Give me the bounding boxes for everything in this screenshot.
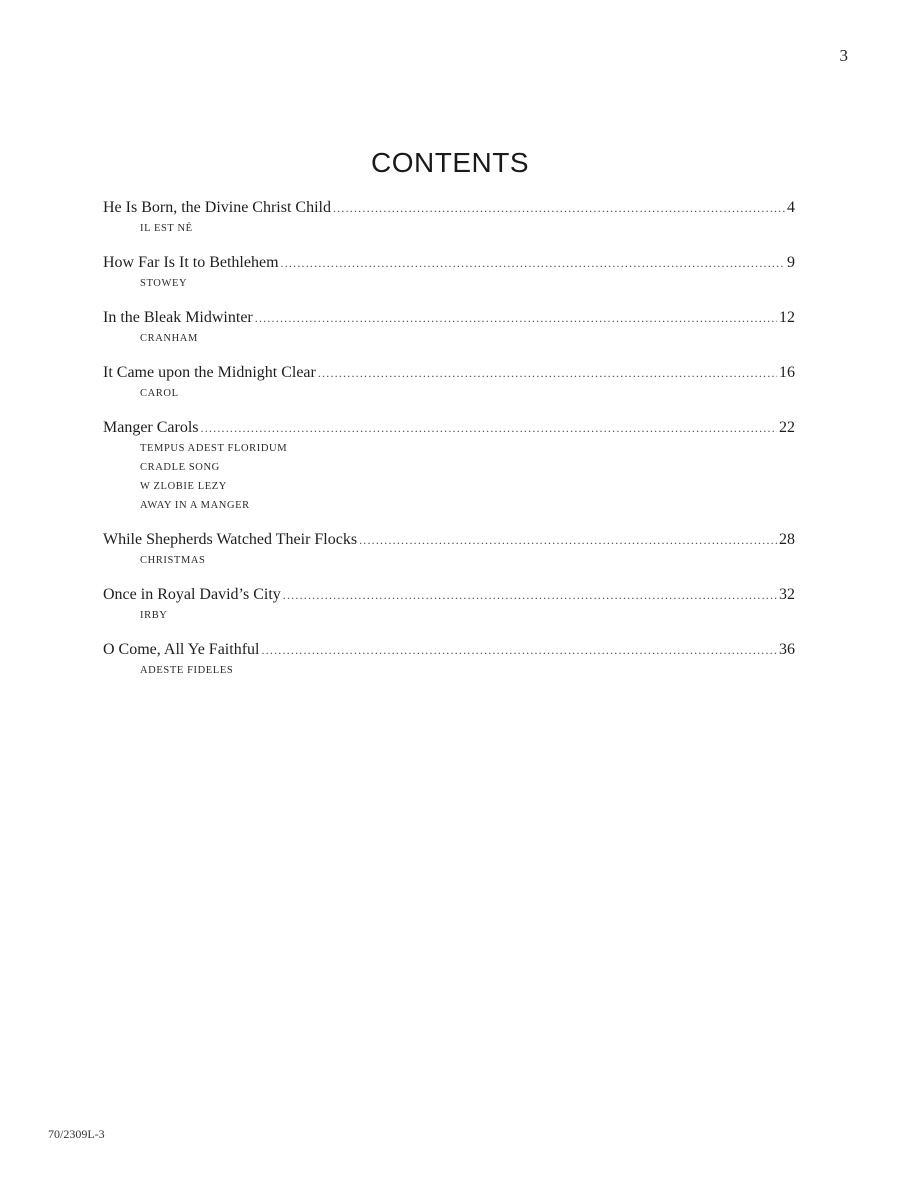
- tune-name: CRADLE SONG: [140, 462, 220, 473]
- dot-leader: [261, 639, 777, 661]
- toc-entry-title: O Come, All Ye Faithful: [103, 641, 260, 658]
- tune-name: STOWEY: [140, 278, 188, 289]
- toc-entry-line: [103, 417, 795, 439]
- toc-entry-page: 28: [779, 531, 795, 548]
- tune-name: W ZLOBIE LEZY: [140, 481, 227, 492]
- toc-entry: [103, 417, 795, 515]
- dot-leader: [283, 584, 777, 606]
- tune-name: CAROL: [140, 388, 179, 399]
- dot-leader: [318, 362, 777, 384]
- toc-entry-title: In the Bleak Midwinter: [103, 309, 253, 326]
- page-number: 3: [839, 46, 848, 65]
- catalog-code: 70/2309L-3: [48, 1127, 105, 1141]
- toc-entry-page: 16: [779, 364, 795, 381]
- toc-entry: [103, 362, 795, 403]
- tune-name: ADESTE FIDELES: [140, 665, 234, 676]
- tune-name: CHRISTMAS: [140, 555, 206, 566]
- toc-entry: [103, 639, 795, 680]
- toc-entry-page: 12: [779, 309, 795, 326]
- toc-entry: [103, 252, 795, 293]
- dot-leader: [201, 417, 777, 439]
- toc-entry-page: 32: [779, 586, 795, 603]
- toc-entry-title: How Far Is It to Bethlehem: [103, 254, 279, 271]
- toc-entry: [103, 529, 795, 570]
- tune-name: CRANHAM: [140, 333, 198, 344]
- toc-entry-title: While Shepherds Watched Their Flocks: [103, 531, 358, 548]
- toc-entry-line: [103, 252, 795, 274]
- toc-entry-title: Manger Carols: [103, 419, 199, 436]
- toc-entry: [103, 584, 795, 625]
- dot-leader: [359, 529, 777, 551]
- toc-entry-page: 4: [787, 199, 795, 216]
- dot-leader: [281, 252, 785, 274]
- tune-name: IL EST NÉ: [140, 223, 193, 234]
- tune-name: IRBY: [140, 610, 168, 621]
- toc-entry: [103, 307, 795, 348]
- toc-entry-page: 36: [779, 641, 795, 658]
- toc-entry: [103, 197, 795, 238]
- toc-entry-title: Once in Royal David’s City: [103, 586, 281, 603]
- toc-entry-line: [103, 362, 795, 384]
- toc-entry-page: 22: [779, 419, 795, 436]
- toc-entry-line: [103, 529, 795, 551]
- toc-entry-line: [103, 197, 795, 219]
- dot-leader: [333, 197, 785, 219]
- toc-entry-page: 9: [787, 254, 795, 271]
- tune-name: AWAY IN A MANGER: [140, 500, 250, 511]
- dot-leader: [255, 307, 777, 329]
- table-of-contents: [103, 197, 795, 694]
- toc-entry-title: He Is Born, the Divine Christ Child: [103, 199, 331, 216]
- toc-entry-line: [103, 639, 795, 661]
- page-title: CONTENTS: [371, 147, 529, 178]
- tune-name: TEMPUS ADEST FLORIDUM: [140, 443, 288, 454]
- toc-entry-line: [103, 307, 795, 329]
- toc-entry-line: [103, 584, 795, 606]
- toc-entry-title: It Came upon the Midnight Clear: [103, 364, 316, 381]
